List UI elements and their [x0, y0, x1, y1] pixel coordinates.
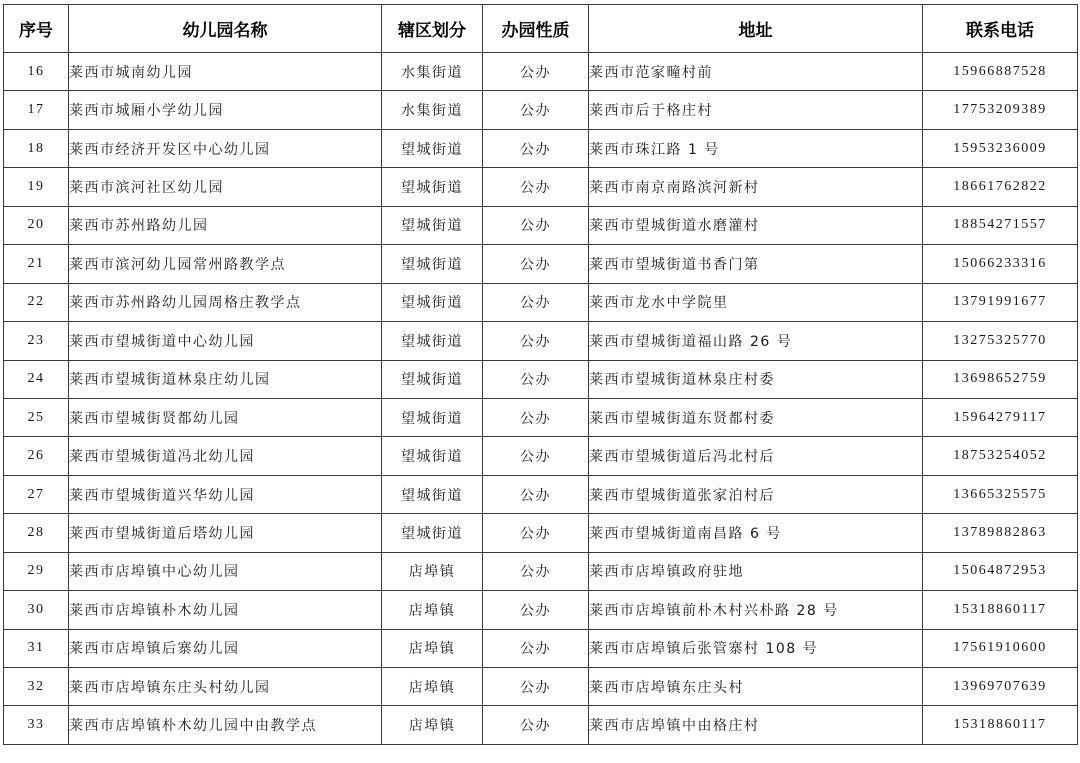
cell-phone: 15964279117	[923, 398, 1078, 436]
cell-type: 公办	[483, 129, 589, 167]
cell-kindergarten-name: 莱西市经济开发区中心幼儿园	[69, 129, 382, 167]
cell-index: 24	[4, 360, 69, 398]
cell-district: 望城街道	[382, 245, 483, 283]
cell-address: 莱西市龙水中学院里	[589, 283, 923, 321]
cell-district: 望城街道	[382, 206, 483, 244]
cell-phone: 18661762822	[923, 168, 1078, 206]
table-row	[4, 168, 1078, 206]
cell-phone: 15966887528	[923, 53, 1078, 91]
cell-index: 18	[4, 129, 69, 167]
cell-kindergarten-name: 莱西市店埠镇朴木幼儿园	[69, 591, 382, 629]
cell-kindergarten-name: 莱西市店埠镇东庄头村幼儿园	[69, 668, 382, 706]
cell-phone: 15064872953	[923, 552, 1078, 590]
cell-type: 公办	[483, 706, 589, 744]
cell-phone: 15318860117	[923, 706, 1078, 744]
header-name: 幼儿园名称	[69, 5, 382, 53]
cell-type: 公办	[483, 629, 589, 667]
table-row	[4, 475, 1078, 513]
cell-kindergarten-name: 莱西市城厢小学幼儿园	[69, 91, 382, 129]
cell-phone: 13789882863	[923, 514, 1078, 552]
cell-address: 莱西市望城街道水磨灌村	[589, 206, 923, 244]
cell-district: 水集街道	[382, 53, 483, 91]
header-index: 序号	[4, 5, 69, 53]
cell-index: 25	[4, 398, 69, 436]
cell-phone: 13969707639	[923, 668, 1078, 706]
cell-address: 莱西市珠江路 1 号	[589, 129, 923, 167]
table-row	[4, 322, 1078, 360]
cell-address: 莱西市范家疃村前	[589, 53, 923, 91]
cell-index: 26	[4, 437, 69, 475]
cell-type: 公办	[483, 668, 589, 706]
cell-phone: 13275325770	[923, 322, 1078, 360]
cell-index: 27	[4, 475, 69, 513]
cell-kindergarten-name: 莱西市望城街道林泉庄幼儿园	[69, 360, 382, 398]
cell-phone: 18854271557	[923, 206, 1078, 244]
cell-type: 公办	[483, 168, 589, 206]
cell-type: 公办	[483, 245, 589, 283]
cell-index: 20	[4, 206, 69, 244]
cell-index: 17	[4, 91, 69, 129]
cell-phone: 15953236009	[923, 129, 1078, 167]
cell-type: 公办	[483, 591, 589, 629]
cell-district: 店埠镇	[382, 668, 483, 706]
table-row	[4, 552, 1078, 590]
table-row	[4, 129, 1078, 167]
cell-address: 莱西市南京南路滨河新村	[589, 168, 923, 206]
cell-phone: 13698652759	[923, 360, 1078, 398]
cell-district: 望城街道	[382, 514, 483, 552]
cell-index: 19	[4, 168, 69, 206]
table-row	[4, 437, 1078, 475]
cell-index: 22	[4, 283, 69, 321]
cell-type: 公办	[483, 322, 589, 360]
cell-district: 望城街道	[382, 360, 483, 398]
cell-kindergarten-name: 莱西市滨河幼儿园常州路教学点	[69, 245, 382, 283]
cell-index: 16	[4, 53, 69, 91]
table-row	[4, 514, 1078, 552]
cell-index: 32	[4, 668, 69, 706]
cell-kindergarten-name: 莱西市望城街道兴华幼儿园	[69, 475, 382, 513]
cell-district: 店埠镇	[382, 706, 483, 744]
table-body	[4, 53, 1078, 745]
cell-type: 公办	[483, 283, 589, 321]
cell-address: 莱西市望城街道南昌路 6 号	[589, 514, 923, 552]
cell-district: 水集街道	[382, 91, 483, 129]
cell-type: 公办	[483, 475, 589, 513]
kindergarten-table	[3, 4, 1078, 745]
cell-phone: 17561910600	[923, 629, 1078, 667]
cell-index: 21	[4, 245, 69, 283]
cell-district: 望城街道	[382, 437, 483, 475]
cell-type: 公办	[483, 206, 589, 244]
cell-phone: 15066233316	[923, 245, 1078, 283]
cell-type: 公办	[483, 514, 589, 552]
cell-district: 望城街道	[382, 168, 483, 206]
table-row	[4, 245, 1078, 283]
table-row	[4, 398, 1078, 436]
table-row	[4, 629, 1078, 667]
cell-type: 公办	[483, 91, 589, 129]
cell-address: 莱西市店埠镇中由格庄村	[589, 706, 923, 744]
cell-type: 公办	[483, 552, 589, 590]
table-row	[4, 53, 1078, 91]
cell-kindergarten-name: 莱西市望城街道后塔幼儿园	[69, 514, 382, 552]
cell-address: 莱西市后于格庄村	[589, 91, 923, 129]
cell-index: 33	[4, 706, 69, 744]
cell-district: 店埠镇	[382, 591, 483, 629]
cell-phone: 15318860117	[923, 591, 1078, 629]
cell-index: 31	[4, 629, 69, 667]
cell-index: 30	[4, 591, 69, 629]
cell-type: 公办	[483, 360, 589, 398]
cell-address: 莱西市望城街道张家泊村后	[589, 475, 923, 513]
cell-address: 莱西市望城街道林泉庄村委	[589, 360, 923, 398]
header-type: 办园性质	[483, 5, 589, 53]
cell-address: 莱西市望城街道东贤都村委	[589, 398, 923, 436]
cell-index: 23	[4, 322, 69, 360]
cell-district: 望城街道	[382, 475, 483, 513]
cell-district: 店埠镇	[382, 552, 483, 590]
cell-district: 望城街道	[382, 398, 483, 436]
table-row	[4, 706, 1078, 744]
cell-type: 公办	[483, 398, 589, 436]
cell-kindergarten-name: 莱西市苏州路幼儿园周格庄教学点	[69, 283, 382, 321]
cell-kindergarten-name: 莱西市店埠镇朴木幼儿园中由教学点	[69, 706, 382, 744]
cell-kindergarten-name: 莱西市望城街道中心幼儿园	[69, 322, 382, 360]
cell-phone: 18753254052	[923, 437, 1078, 475]
cell-kindergarten-name: 莱西市店埠镇后寨幼儿园	[69, 629, 382, 667]
cell-type: 公办	[483, 53, 589, 91]
table-row	[4, 283, 1078, 321]
cell-kindergarten-name: 莱西市望城街道冯北幼儿园	[69, 437, 382, 475]
cell-phone: 13791991677	[923, 283, 1078, 321]
cell-district: 店埠镇	[382, 629, 483, 667]
cell-type: 公办	[483, 437, 589, 475]
cell-district: 望城街道	[382, 129, 483, 167]
cell-address: 莱西市望城街道书香门第	[589, 245, 923, 283]
cell-kindergarten-name: 莱西市滨河社区幼儿园	[69, 168, 382, 206]
header-address: 地址	[589, 5, 923, 53]
cell-address: 莱西市望城街道福山路 26 号	[589, 322, 923, 360]
cell-phone: 13665325575	[923, 475, 1078, 513]
cell-address: 莱西市店埠镇东庄头村	[589, 668, 923, 706]
table-row	[4, 668, 1078, 706]
cell-address: 莱西市店埠镇前朴木村兴朴路 28 号	[589, 591, 923, 629]
table-row	[4, 91, 1078, 129]
cell-index: 28	[4, 514, 69, 552]
cell-address: 莱西市店埠镇政府驻地	[589, 552, 923, 590]
table-row	[4, 360, 1078, 398]
cell-district: 望城街道	[382, 283, 483, 321]
cell-district: 望城街道	[382, 322, 483, 360]
table-row	[4, 206, 1078, 244]
cell-phone: 17753209389	[923, 91, 1078, 129]
cell-address: 莱西市店埠镇后张管寨村 108 号	[589, 629, 923, 667]
cell-index: 29	[4, 552, 69, 590]
table-header-row	[4, 5, 1078, 53]
cell-kindergarten-name: 莱西市望城街贤都幼儿园	[69, 398, 382, 436]
cell-kindergarten-name: 莱西市苏州路幼儿园	[69, 206, 382, 244]
header-phone: 联系电话	[923, 5, 1078, 53]
cell-kindergarten-name: 莱西市店埠镇中心幼儿园	[69, 552, 382, 590]
cell-kindergarten-name: 莱西市城南幼儿园	[69, 53, 382, 91]
header-district: 辖区划分	[382, 5, 483, 53]
table-row	[4, 591, 1078, 629]
cell-address: 莱西市望城街道后冯北村后	[589, 437, 923, 475]
